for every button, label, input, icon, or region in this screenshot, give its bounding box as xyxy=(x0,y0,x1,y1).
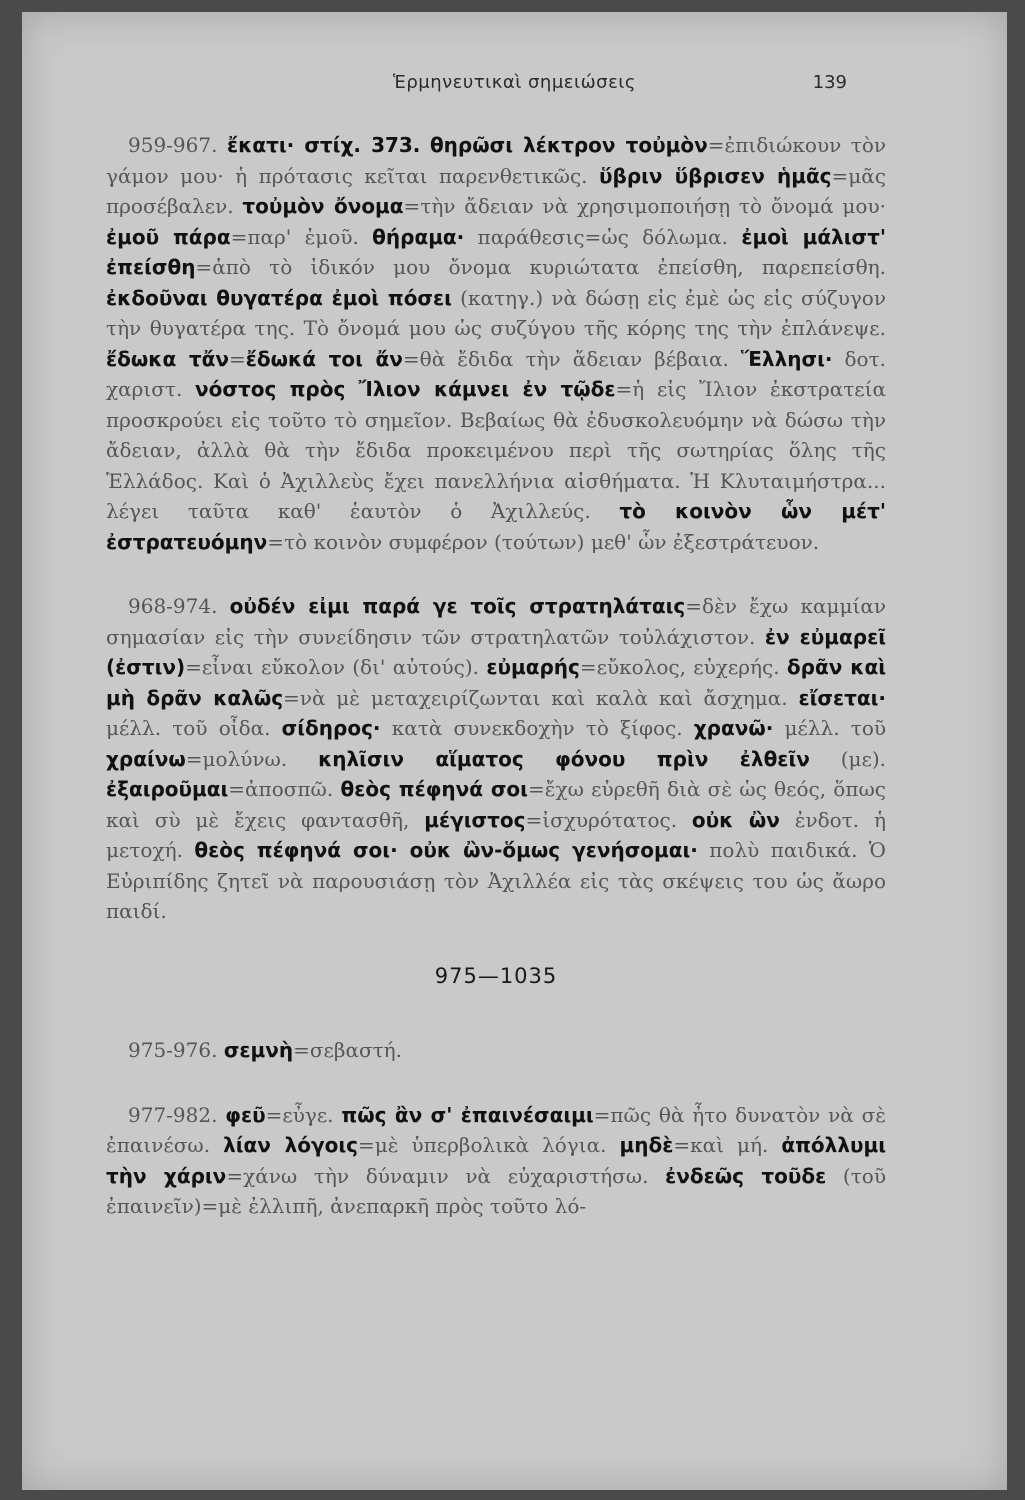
lemma: θηρῶσι λέκτρον τοὐμὸν xyxy=(429,133,708,157)
lemma: μηδὲ xyxy=(619,1133,674,1157)
lemma: θεὸς πέφηνά σοι· οὐκ ὢν-ὅμως γενήσομαι· xyxy=(194,838,698,862)
gloss: =ἀπὸ τὸ ἰδικόν μου ὄνομα κυριώτατα ἐπείσθη, παρεπείσθη. xyxy=(195,255,886,279)
lemma: ἐμοὶ μάλιστ' ἐπείσθη xyxy=(106,224,886,279)
gloss: =σεβαστή. xyxy=(293,1038,403,1062)
lemma: δρᾶν καὶ μὴ δρᾶν καλῶς xyxy=(106,655,887,710)
gloss: (κατηγ.) νὰ δώσῃ εἰς ἐμὲ ὡς εἰς σύζυγον τὴν θυγατέρα της. Τὸ ὄνομά μου ὡς συζύγου τῆς κόρης της τὴν ἐπλάνεψε. xyxy=(106,285,886,340)
note-975-976 xyxy=(106,1035,886,1066)
lemma: λίαν λόγοις xyxy=(223,1133,358,1157)
lemma: χρανῶ· xyxy=(693,716,774,740)
lemma: οὐκ ὢν xyxy=(691,807,780,832)
gloss: = xyxy=(228,346,246,371)
book-page xyxy=(22,12,1007,1490)
gloss: (τοῦ ἐπαινεῖν)=μὲ ἐλλιπῆ, ἀνεπαρκῆ πρὸς τοῦτο λό- xyxy=(106,1163,886,1218)
lemma: ἐκδοῦναι θυγατέρα ἐμοὶ πόσει xyxy=(106,285,452,310)
lemma: μέγιστος xyxy=(424,807,526,832)
note-959-967 xyxy=(106,130,886,557)
lemma: σίδηρος· xyxy=(281,716,381,740)
gloss: =θὰ ἔδιδα τὴν ἄδειαν βέβαια. xyxy=(402,346,729,371)
gloss: =μολύνω. xyxy=(185,746,288,771)
lemma: ὕβριν ὕβρισεν ἡμᾶς xyxy=(599,163,832,188)
gloss: δοτ. χαριστ. xyxy=(106,346,887,401)
lemma: Ἕλλησι· xyxy=(740,346,833,371)
verse-reference: 959-967. xyxy=(128,133,218,157)
gloss: παράθεσις=ὡς δόλωμα. xyxy=(477,224,729,249)
gloss: =ἀποσπῶ. xyxy=(228,777,334,801)
verse-reference: 977-982. xyxy=(128,1102,218,1127)
lemma: ἐμοῦ πάρα xyxy=(106,224,231,249)
gloss: =δὲν ἔχω καμμίαν σημασίαν εἰς τὴν συνείδησιν τῶν στρατηλατῶν τοὐλάχιστον. xyxy=(106,594,886,649)
lemma: ἔδωκά τοι ἄν xyxy=(245,346,403,371)
lemma: ἐν εὐμαρεῖ (ἐστιν) xyxy=(106,624,886,679)
gloss: κατὰ συνεκδοχὴν τὸ ξίφος. xyxy=(391,716,683,740)
gloss: =ἔχω εὑρεθῆ διὰ σὲ ὡς θεός, ὅπως καὶ σὺ μὲ ἔχεις φαντασθῆ, xyxy=(106,777,886,832)
gloss: (με). xyxy=(840,746,887,771)
lemma: ἐξαιροῦμαι xyxy=(106,777,229,801)
lemma: πῶς ἂν σ' ἐπαινέσαιμι xyxy=(341,1102,594,1127)
gloss: =καὶ μή. xyxy=(673,1133,769,1157)
gloss: =ἡ εἰς Ἴλιον ἐκστρατεία προσκρούει εἰς τοῦτο τὸ σημεῖον. Βεβαίως θὰ ἐδυσκολευόμην νὰ δώσω τὴν ἄδειαν, ἀλλὰ θὰ τὴν ἔδιδα προκειμένου περὶ τῆς σωτηρίας ὅλης τῆς Ἑλλάδος. Καὶ ὁ Ἀχιλλεὺς ἔχει πανελλήνια αἰσθήματα. Ἡ Κλυταιμήστρα... λέγει ταῦτα καθ' ἑαυτὸν ὁ Ἀχιλλεύς. xyxy=(106,377,886,523)
lemma: ἔκατι· στίχ. 373. xyxy=(226,133,421,157)
lemma: ἔδωκα τἄν xyxy=(106,346,229,371)
gloss: πολὺ παιδικά. Ὁ Εὐριπίδης ζητεῖ νὰ παρουσιάσῃ τὸν Ἀχιλλέα εἰς τὰς σκέψεις του ὡς ἄωρο παιδί. xyxy=(106,838,886,923)
lemma: ἐνδεῶς τοῦδε xyxy=(665,1163,827,1188)
lemma: οὐδέν εἰμι παρά γε τοῖς στρατηλάταις xyxy=(229,594,686,618)
lemma: φεῦ xyxy=(225,1102,266,1127)
gloss: =μὲ ὑπερβολικὰ λόγια. xyxy=(357,1133,607,1157)
gloss: =εὔκολος, εὐχερής. xyxy=(579,655,780,679)
lemma: κηλῖσιν αἵματος φόνου πρὶν ἐλθεῖν xyxy=(318,746,810,771)
lemma: νόστος πρὸς Ἴλιον κάμνει ἐν τῷδε xyxy=(195,377,616,401)
gloss: =τὴν ἄδειαν νὰ χρησιμοποιήσῃ τὸ ὄνομά μου· xyxy=(403,194,886,218)
verse-reference: 968-974. xyxy=(128,594,218,618)
page-body xyxy=(106,130,886,1222)
lemma: τοὐμὸν ὄνομα xyxy=(242,194,404,218)
lemma: ἀπόλλυμι τὴν χάριν xyxy=(106,1133,887,1188)
gloss: =ἰσχυρότατος. xyxy=(525,807,678,832)
gloss: ἐνδοτ. ἡ μετοχή. xyxy=(106,807,886,862)
lemma: θεὸς πέφηνά σοι xyxy=(340,777,528,801)
section-heading: 975—1035 xyxy=(434,963,558,988)
gloss: =τὸ κοινὸν συμφέρον (τούτων) μεθ' ὧν ἐξεστράτευον. xyxy=(267,529,820,554)
gloss: =χάνω τὴν δύναμιν νὰ εὐχαριστήσω. xyxy=(226,1163,649,1188)
gloss: =πῶς θὰ ἦτο δυνατὸν νὰ σὲ ἐπαινέσω. xyxy=(106,1102,887,1157)
gloss: =νὰ μὲ μεταχειρίζωνται καὶ καλὰ καὶ ἄσχημα. xyxy=(283,685,788,710)
running-head: Ἑρμηνευτικαὶ σημειώσεις xyxy=(393,72,636,93)
gloss: =ἐπιδιώκουν τὸν γάμον μου· ἡ πρότασις κεῖται παρενθετικῶς. xyxy=(106,133,887,188)
page-number: 139 xyxy=(812,72,847,93)
gloss: =παρ' ἐμοῦ. xyxy=(230,224,359,249)
gloss: =μᾶς προσέβαλεν. xyxy=(106,163,887,218)
lemma: σεμνὴ xyxy=(223,1038,294,1062)
verse-reference: 975-976. xyxy=(128,1038,218,1062)
page-header xyxy=(22,72,1007,102)
gloss: =εὖγε. xyxy=(265,1102,334,1127)
note-977-982 xyxy=(106,1100,886,1222)
gloss: μέλλ. τοῦ xyxy=(784,716,887,740)
lemma: θήραμα· xyxy=(372,224,465,249)
lemma: εὐμαρής xyxy=(486,655,580,679)
gloss: μέλλ. τοῦ οἶδα. xyxy=(106,716,271,740)
note-968-974 xyxy=(106,591,886,927)
gloss: =εἶναι εὔκολον (δι' αὐτούς). xyxy=(185,655,480,679)
lemma: εἴσεται· xyxy=(798,685,886,710)
lemma: τὸ κοινὸν ὧν μέτ' ἐστρατευόμην xyxy=(106,499,886,554)
lemma: χραίνω xyxy=(106,746,186,771)
